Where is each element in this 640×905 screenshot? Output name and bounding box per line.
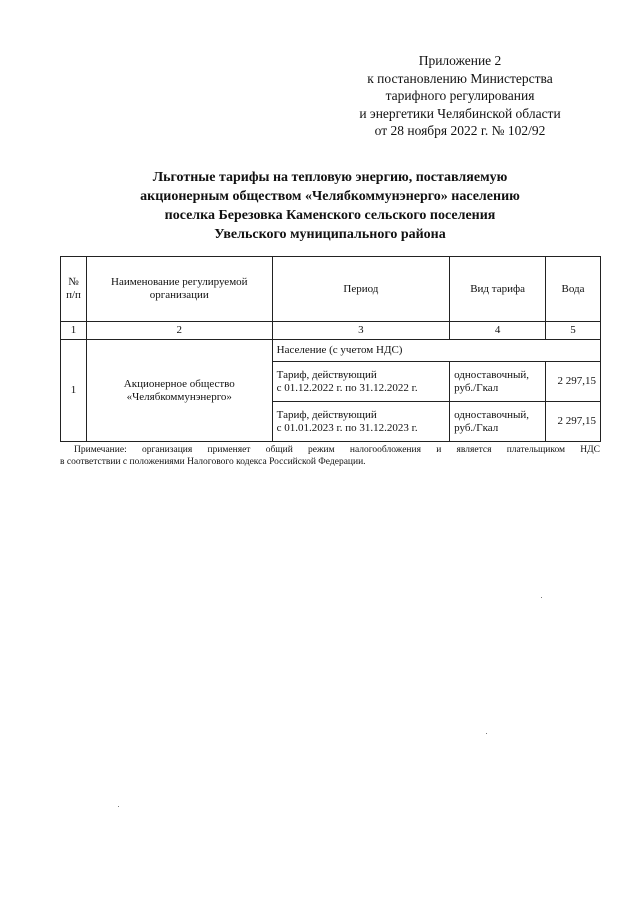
tariff-type: одноставочный, — [454, 408, 530, 421]
title-line: Льготные тарифы на тепловую энергию, поставляемую — [152, 170, 508, 185]
header-water: Вода — [546, 257, 601, 322]
footnote — [60, 444, 600, 468]
tariff-type: одноставочный, — [454, 368, 530, 381]
population-subgroup: Население (с учетом НДС) — [272, 340, 600, 362]
table-header-row — [61, 257, 601, 322]
appendix-line: от 28 ноября 2022 г. № 102/92 — [374, 123, 546, 138]
tariff-unit: руб./Гкал — [454, 381, 499, 394]
header-period: Период — [272, 257, 450, 322]
column-number: 3 — [272, 322, 450, 340]
row-num: 1 — [61, 340, 87, 442]
appendix-block — [320, 52, 600, 140]
header-tariff-type: Вид тарифа — [450, 257, 546, 322]
scan-speck — [541, 597, 542, 598]
footnote-line: Примечание: организация применяет общий режим налогообложения и является плательщиком НДС — [74, 445, 600, 455]
column-number-row — [61, 322, 601, 340]
tariff-unit: руб./Гкал — [454, 421, 499, 434]
organization-name: Акционерное общество «Челябкоммунэнерго» — [86, 340, 272, 442]
header-num: № п/п — [61, 257, 87, 322]
tariff-type-cell — [450, 402, 546, 442]
appendix-line: к постановлению Министерства — [367, 70, 553, 86]
tariff-table — [60, 256, 601, 442]
period-label: Тариф, действующий — [276, 368, 377, 381]
appendix-line: тарифного регулирования — [385, 88, 535, 103]
document-title — [60, 168, 600, 244]
footnote-line: в соответствии с положениями Налогового кодекса Российской Федерации. — [60, 457, 366, 467]
tariff-type-cell — [450, 362, 546, 402]
scan-speck — [486, 733, 487, 734]
column-number: 2 — [86, 322, 272, 340]
period-dates: с 01.12.2022 г. по 31.12.2022 г. — [276, 381, 418, 394]
appendix-line: Приложение 2 — [418, 53, 502, 68]
period-cell — [272, 402, 450, 442]
column-number: 1 — [61, 322, 87, 340]
appendix-line: и энергетики Челябинской области — [359, 105, 561, 121]
title-line: Увельского муниципального района — [214, 227, 446, 242]
tariff-value: 2 297,15 — [546, 362, 601, 402]
title-line: поселка Березовка Каменского сельского поселения — [164, 208, 496, 223]
scan-speck — [118, 806, 119, 807]
table-row — [61, 340, 601, 362]
column-number: 4 — [450, 322, 546, 340]
header-organization: Наименование регулируемой организации — [86, 257, 272, 322]
tariff-value: 2 297,15 — [546, 402, 601, 442]
title-line: акционерным обществом «Челябкоммунэнерго» населению — [140, 189, 520, 204]
period-dates: с 01.01.2023 г. по 31.12.2023 г. — [276, 421, 418, 434]
period-cell — [272, 362, 450, 402]
column-number: 5 — [546, 322, 601, 340]
period-label: Тариф, действующий — [276, 408, 377, 421]
